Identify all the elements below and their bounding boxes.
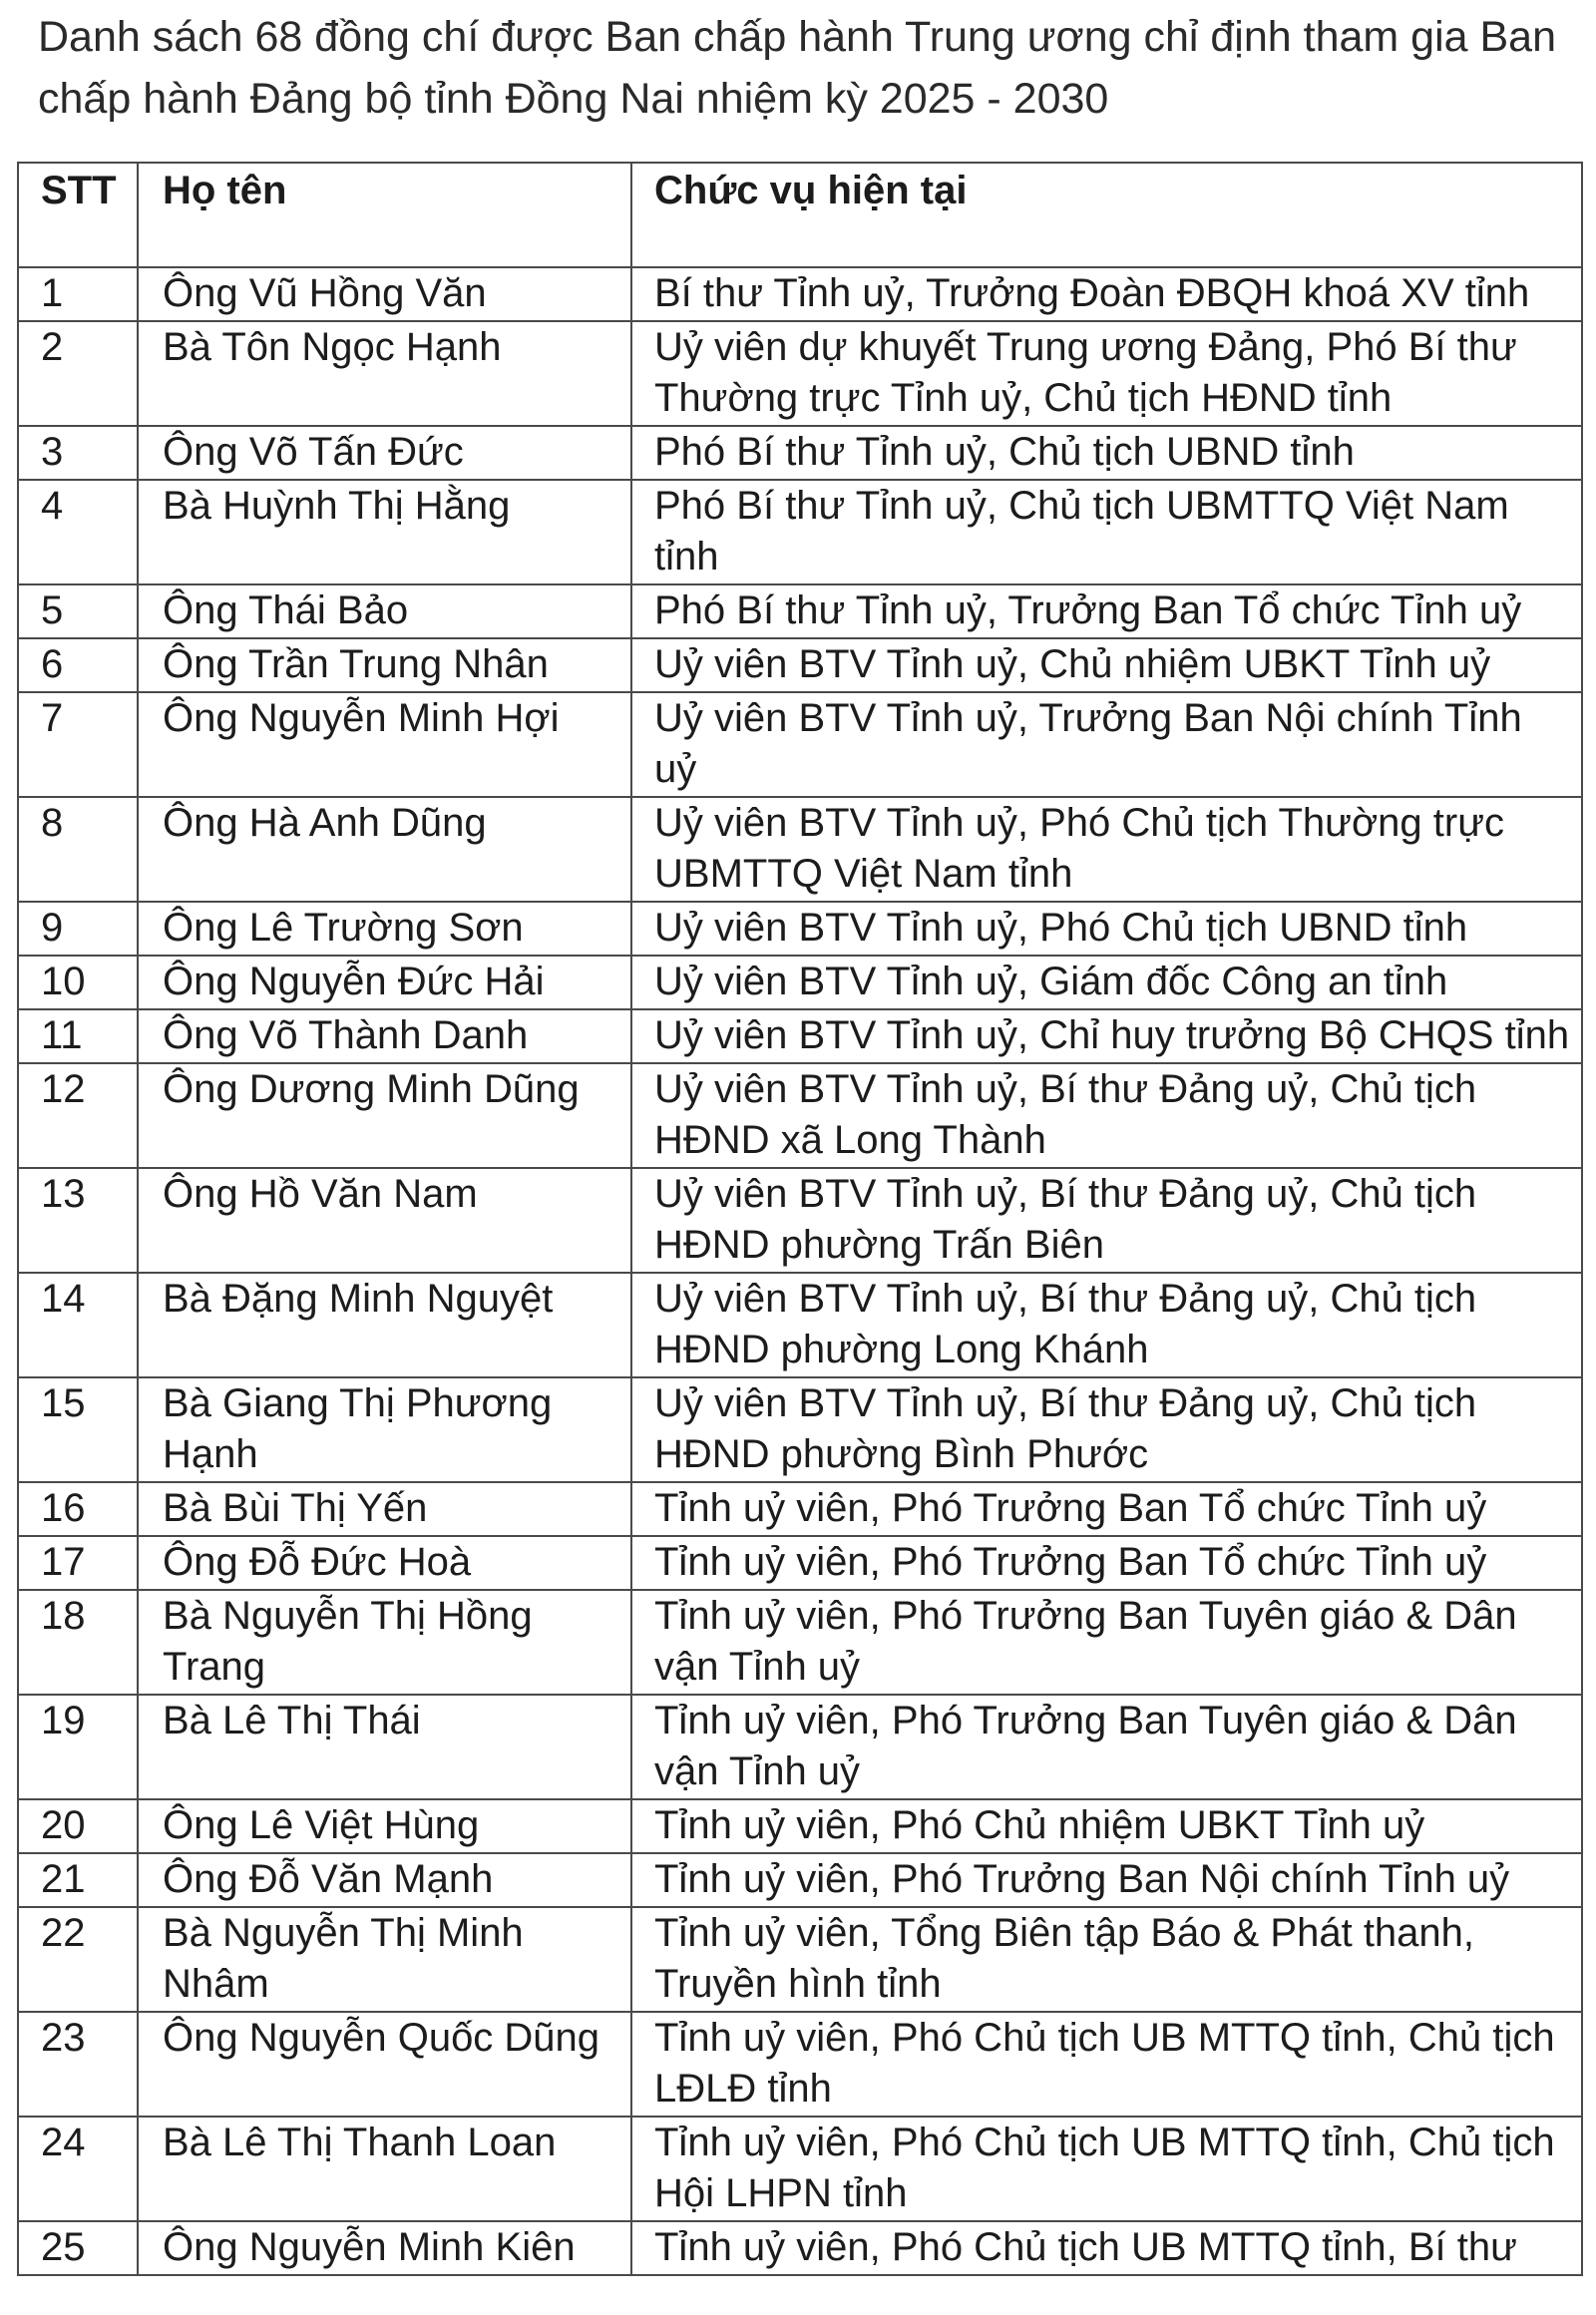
cell-stt: 22	[18, 1907, 138, 2012]
cell-name: Ông Thái Bảo	[138, 584, 631, 638]
cell-name: Ông Nguyễn Minh Kiên	[138, 2221, 631, 2275]
cell-stt: 14	[18, 1273, 138, 1377]
cell-stt: 13	[18, 1168, 138, 1273]
cell-name: Ông Võ Thành Danh	[138, 1009, 631, 1063]
cell-name: Ông Đỗ Đức Hoà	[138, 1536, 631, 1590]
header-name: Họ tên	[138, 163, 631, 267]
table-row	[18, 584, 1582, 638]
cell-stt: 20	[18, 1799, 138, 1853]
document-heading: Danh sách 68 đồng chí được Ban chấp hành Trung ương chỉ định tham gia Ban chấp hành Đảng bộ tỉnh Đồng Nai nhiệm kỳ 2025 - 2030	[38, 13, 1557, 123]
cell-name: Bà Đặng Minh Nguyệt	[138, 1273, 631, 1377]
cell-role: Phó Bí thư Tỉnh uỷ, Chủ tịch UBMTTQ Việt Nam tỉnh	[631, 480, 1582, 584]
cell-stt: 1	[18, 267, 138, 321]
cell-stt: 12	[18, 1063, 138, 1168]
cell-role: Uỷ viên BTV Tỉnh uỷ, Chỉ huy trưởng Bộ CHQS tỉnh	[631, 1009, 1582, 1063]
cell-name: Ông Vũ Hồng Văn	[138, 267, 631, 321]
cell-stt: 17	[18, 1536, 138, 1590]
cell-role: Tỉnh uỷ viên, Phó Chủ tịch UB MTTQ tỉnh, Chủ tịch Hội LHPN tỉnh	[631, 2117, 1582, 2221]
cell-name: Bà Nguyễn Thị Hồng Trang	[138, 1590, 631, 1695]
cell-stt: 16	[18, 1482, 138, 1536]
cell-role: Phó Bí thư Tỉnh uỷ, Trưởng Ban Tổ chức Tỉnh uỷ	[631, 584, 1582, 638]
cell-role: Uỷ viên BTV Tỉnh uỷ, Trưởng Ban Nội chính Tỉnh uỷ	[631, 692, 1582, 797]
cell-name: Ông Trần Trung Nhân	[138, 638, 631, 692]
cell-stt: 19	[18, 1695, 138, 1799]
header-role: Chức vụ hiện tại	[631, 163, 1582, 267]
cell-role: Tỉnh uỷ viên, Phó Chủ tịch UB MTTQ tỉnh, Chủ tịch LĐLĐ tỉnh	[631, 2012, 1582, 2117]
cell-role: Phó Bí thư Tỉnh uỷ, Chủ tịch UBND tỉnh	[631, 426, 1582, 480]
header-stt: STT	[18, 163, 138, 267]
cell-name: Bà Tôn Ngọc Hạnh	[138, 321, 631, 426]
cell-role: Uỷ viên BTV Tỉnh uỷ, Bí thư Đảng uỷ, Chủ tịch HĐND phường Trấn Biên	[631, 1168, 1582, 1273]
cell-role: Uỷ viên BTV Tỉnh uỷ, Bí thư Đảng uỷ, Chủ tịch HĐND xã Long Thành	[631, 1063, 1582, 1168]
cell-name: Bà Nguyễn Thị Minh Nhâm	[138, 1907, 631, 2012]
cell-stt: 7	[18, 692, 138, 797]
cell-name: Ông Nguyễn Đức Hải	[138, 956, 631, 1009]
cell-name: Ông Đỗ Văn Mạnh	[138, 1853, 631, 1907]
cell-stt: 15	[18, 1377, 138, 1482]
table-row	[18, 1482, 1582, 1536]
cell-stt: 25	[18, 2221, 138, 2275]
table-row	[18, 956, 1582, 1009]
cell-stt: 11	[18, 1009, 138, 1063]
table-body	[18, 267, 1582, 2275]
cell-stt: 2	[18, 321, 138, 426]
cell-stt: 4	[18, 480, 138, 584]
cell-role: Uỷ viên BTV Tỉnh uỷ, Chủ nhiệm UBKT Tỉnh uỷ	[631, 638, 1582, 692]
cell-role: Bí thư Tỉnh uỷ, Trưởng Đoàn ĐBQH khoá XV tỉnh	[631, 267, 1582, 321]
table-row	[18, 2221, 1582, 2275]
table-row	[18, 1853, 1582, 1907]
cell-name: Ông Dương Minh Dũng	[138, 1063, 631, 1168]
table-header-row	[18, 163, 1582, 267]
table-row	[18, 1063, 1582, 1168]
cell-role: Tỉnh uỷ viên, Phó Chủ nhiệm UBKT Tỉnh uỷ	[631, 1799, 1582, 1853]
cell-role: Tỉnh uỷ viên, Tổng Biên tập Báo & Phát thanh, Truyền hình tỉnh	[631, 1907, 1582, 2012]
cell-name: Bà Lê Thị Thanh Loan	[138, 2117, 631, 2221]
table-row	[18, 267, 1582, 321]
cell-stt: 24	[18, 2117, 138, 2221]
cell-stt: 10	[18, 956, 138, 1009]
table-row	[18, 797, 1582, 902]
table-row	[18, 1907, 1582, 2012]
cell-stt: 3	[18, 426, 138, 480]
cell-role: Tỉnh uỷ viên, Phó Trưởng Ban Tuyên giáo & Dân vận Tỉnh uỷ	[631, 1590, 1582, 1695]
cell-name: Ông Hồ Văn Nam	[138, 1168, 631, 1273]
cell-role: Tỉnh uỷ viên, Phó Trưởng Ban Tổ chức Tỉnh uỷ	[631, 1482, 1582, 1536]
cell-name: Bà Lê Thị Thái	[138, 1695, 631, 1799]
cell-stt: 5	[18, 584, 138, 638]
table-row	[18, 1273, 1582, 1377]
cell-role: Tỉnh uỷ viên, Phó Trưởng Ban Nội chính Tỉnh uỷ	[631, 1853, 1582, 1907]
cell-name: Bà Huỳnh Thị Hằng	[138, 480, 631, 584]
table-row	[18, 1377, 1582, 1482]
table-row	[18, 321, 1582, 426]
cell-stt: 23	[18, 2012, 138, 2117]
table-row	[18, 2117, 1582, 2221]
cell-name: Ông Nguyễn Minh Hợi	[138, 692, 631, 797]
cell-role: Tỉnh uỷ viên, Phó Chủ tịch UB MTTQ tỉnh, Bí thư	[631, 2221, 1582, 2275]
cell-name: Ông Lê Việt Hùng	[138, 1799, 631, 1853]
cell-stt: 18	[18, 1590, 138, 1695]
cell-name: Ông Võ Tấn Đức	[138, 426, 631, 480]
cell-name: Ông Hà Anh Dũng	[138, 797, 631, 902]
cell-stt: 9	[18, 902, 138, 956]
cell-role: Uỷ viên BTV Tỉnh uỷ, Giám đốc Công an tỉnh	[631, 956, 1582, 1009]
cell-role: Uỷ viên BTV Tỉnh uỷ, Phó Chủ tịch Thường trực UBMTTQ Việt Nam tỉnh	[631, 797, 1582, 902]
cell-role: Tỉnh uỷ viên, Phó Trưởng Ban Tổ chức Tỉnh uỷ	[631, 1536, 1582, 1590]
cell-name: Bà Giang Thị Phương Hạnh	[138, 1377, 631, 1482]
cell-role: Uỷ viên BTV Tỉnh uỷ, Phó Chủ tịch UBND tỉnh	[631, 902, 1582, 956]
members-table	[17, 162, 1583, 2276]
cell-stt: 21	[18, 1853, 138, 1907]
table-row	[18, 638, 1582, 692]
table-row	[18, 480, 1582, 584]
table-row	[18, 426, 1582, 480]
table-row	[18, 902, 1582, 956]
cell-role: Uỷ viên BTV Tỉnh uỷ, Bí thư Đảng uỷ, Chủ tịch HĐND phường Bình Phước	[631, 1377, 1582, 1482]
cell-stt: 6	[18, 638, 138, 692]
table-row	[18, 2012, 1582, 2117]
table-row	[18, 1009, 1582, 1063]
table-row	[18, 1536, 1582, 1590]
table-row	[18, 1590, 1582, 1695]
cell-stt: 8	[18, 797, 138, 902]
cell-name: Bà Bùi Thị Yến	[138, 1482, 631, 1536]
cell-role: Uỷ viên BTV Tỉnh uỷ, Bí thư Đảng uỷ, Chủ tịch HĐND phường Long Khánh	[631, 1273, 1582, 1377]
cell-name: Ông Nguyễn Quốc Dũng	[138, 2012, 631, 2117]
table-row	[18, 1695, 1582, 1799]
cell-role: Tỉnh uỷ viên, Phó Trưởng Ban Tuyên giáo & Dân vận Tỉnh uỷ	[631, 1695, 1582, 1799]
table-row	[18, 1168, 1582, 1273]
cell-name: Ông Lê Trường Sơn	[138, 902, 631, 956]
cell-role: Uỷ viên dự khuyết Trung ương Đảng, Phó Bí thư Thường trực Tỉnh uỷ, Chủ tịch HĐND tỉnh	[631, 321, 1582, 426]
table-row	[18, 692, 1582, 797]
table-row	[18, 1799, 1582, 1853]
